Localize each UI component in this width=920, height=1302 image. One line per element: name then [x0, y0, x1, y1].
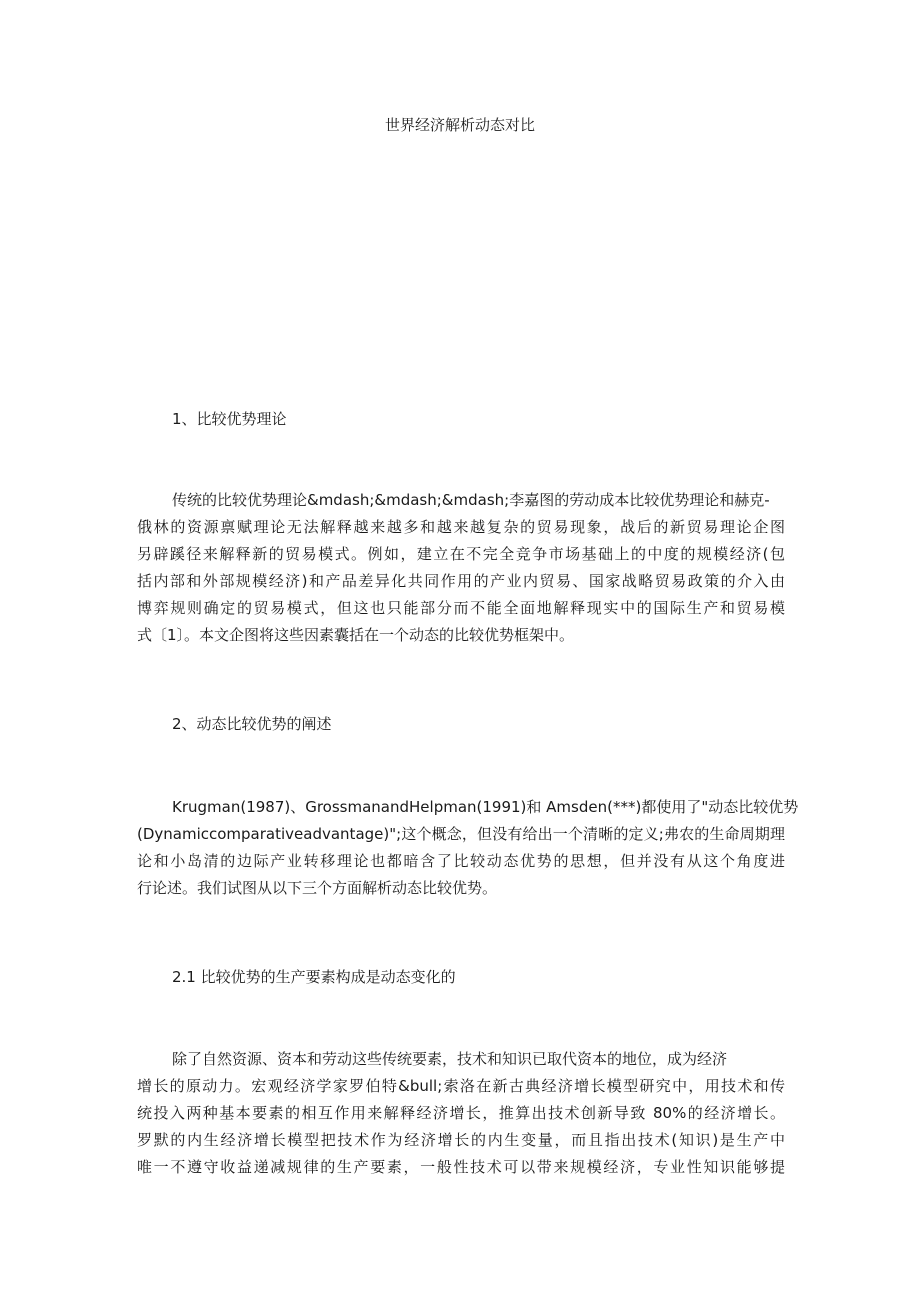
section-paragraph-2 — [137, 794, 799, 902]
paragraph-line: 式〔1〕。本文企图将这些因素囊括在一个动态的比较优势框架中。 — [137, 626, 575, 644]
paragraph-line: (Dynamiccomparativeadvantage)";这个概念，但没有给出一个清晰的定义;弗农的生命周期理 — [137, 825, 785, 843]
section-heading-2: 2、动态比较优势的阐述 — [172, 715, 332, 733]
paragraph-line: Krugman(1987)、GrossmanandHelpman(1991)和 Amsden(***)都使用了"动态比较优势 — [172, 798, 799, 816]
paragraph-line: 除了自然资源、资本和劳动这些传统要素，技术和知识已取代资本的地位，成为经济 — [172, 1050, 728, 1068]
section-paragraph-1 — [137, 487, 785, 649]
paragraph-line: 行论述。我们试图从以下三个方面解析动态比较优势。 — [137, 879, 498, 897]
paragraph-line: 增长的原动力。宏观经济学家罗伯特&bull;索洛在新古典经济增长模型研究中，用技术和传 — [137, 1077, 785, 1095]
document-title: 世界经济解析动态对比 — [384, 116, 535, 134]
paragraph-line: 俄林的资源禀赋理论无法解释越来越多和越来越复杂的贸易现象，战后的新贸易理论企图 — [137, 518, 785, 536]
paragraph-line: 论和小岛清的边际产业转移理论也都暗含了比较动态优势的思想，但并没有从这个角度进 — [137, 852, 785, 870]
section-paragraph-2-1 — [137, 1046, 785, 1181]
paragraph-line: 括内部和外部规模经济)和产品差异化共同作用的产业内贸易、国家战略贸易政策的介入由 — [137, 572, 785, 590]
section-heading-2-1: 2.1 比较优势的生产要素构成是动态变化的 — [172, 968, 456, 986]
paragraph-line: 罗默的内生经济增长模型把技术作为经济增长的内生变量，而且指出技术(知识)是生产中 — [137, 1131, 785, 1149]
paragraph-line: 另辟蹊径来解释新的贸易模式。例如，建立在不完全竞争市场基础上的中度的规模经济(包 — [137, 545, 785, 563]
paragraph-line: 统投入两种基本要素的相互作用来解释经济增长，推算出技术创新导致 80%的经济增长。 — [137, 1104, 785, 1122]
paragraph-line: 唯一不遵守收益递减规律的生产要素，一般性技术可以带来规模经济，专业性知识能够提 — [137, 1158, 785, 1176]
paragraph-line: 博弈规则确定的贸易模式，但这也只能部分而不能全面地解释现实中的国际生产和贸易模 — [137, 599, 785, 617]
section-heading-1: 1、比较优势理论 — [172, 410, 287, 428]
paragraph-line: 传统的比较优势理论&mdash;&mdash;&mdash;李嘉图的劳动成本比较优势理论和赫克- — [172, 491, 770, 509]
